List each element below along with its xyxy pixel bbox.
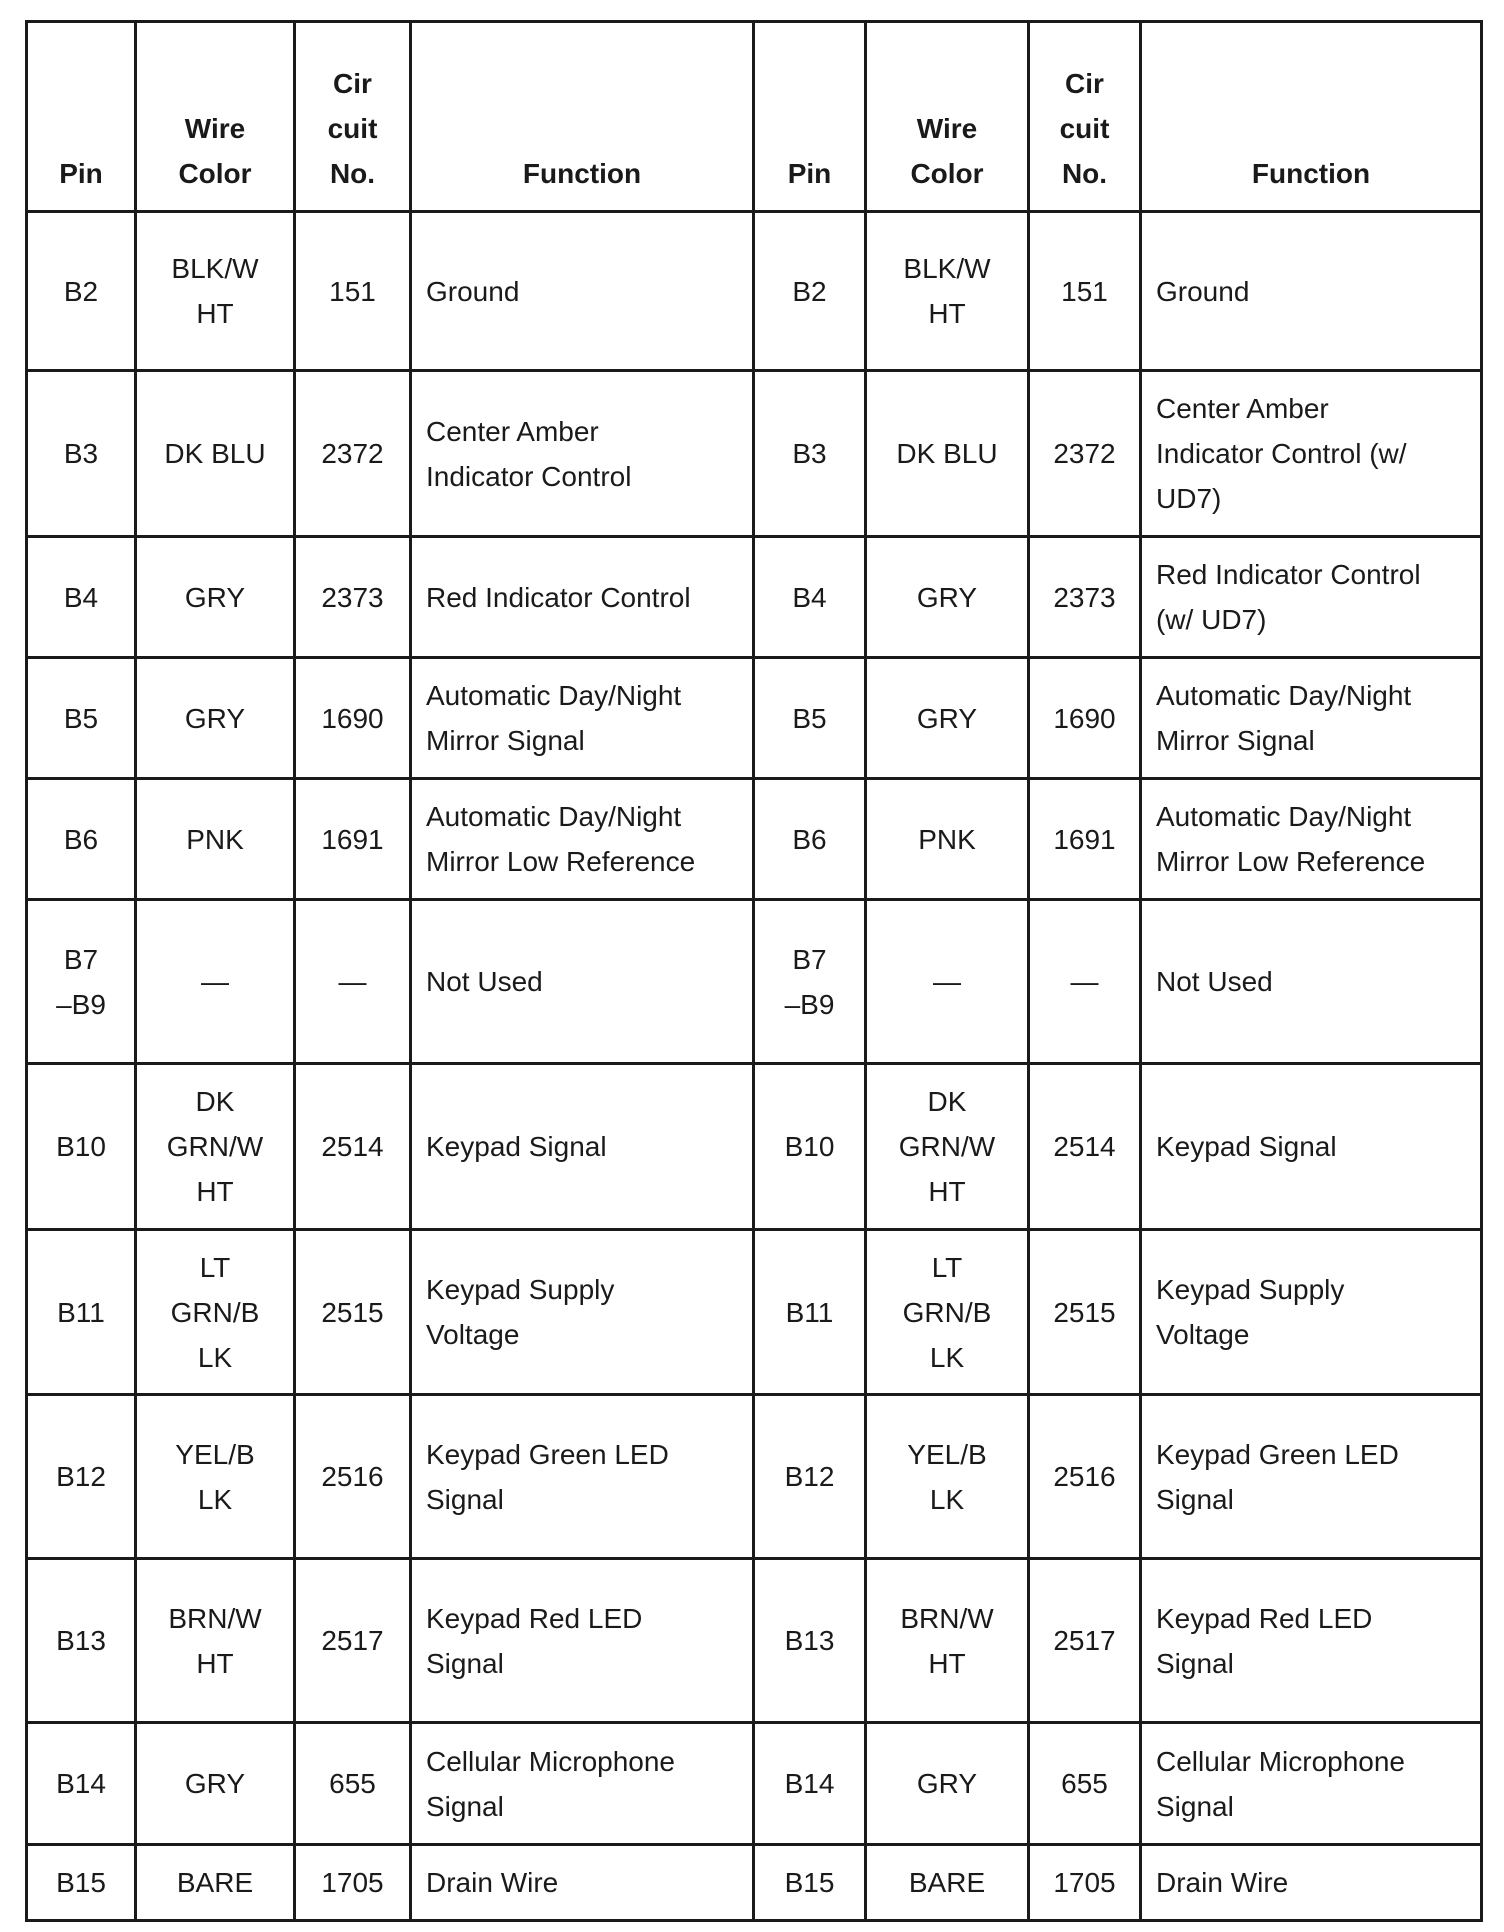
pinout-table [25, 20, 1483, 1922]
pin-line: B14 [56, 1768, 106, 1799]
pin-line: B7 [63, 943, 99, 975]
function-line: Keypad Green LED [1156, 1438, 1399, 1470]
pin-cell [754, 1845, 866, 1921]
circuit-line: — [338, 966, 367, 997]
function-line: Keypad Red LED [1156, 1602, 1373, 1634]
color-line: PNK [186, 823, 244, 855]
wire-color-cell [866, 900, 1029, 1064]
pin-line: B13 [56, 1625, 106, 1656]
wire-color-cell [136, 1559, 295, 1723]
header-row [27, 22, 1482, 212]
function-line: Keypad Green LED [426, 1438, 669, 1470]
pin-cell [27, 1230, 136, 1395]
function-line: Not Used [1156, 966, 1273, 997]
table-row [27, 1723, 1482, 1845]
circuit-cell [295, 1559, 411, 1723]
wire-color-cell [136, 1723, 295, 1845]
circuit-cell [295, 371, 411, 537]
function-line: Automatic Day/Night [426, 680, 682, 711]
pin-cell [27, 900, 136, 1064]
color-line: LK [197, 1483, 233, 1515]
circuit-line: 1690 [321, 702, 384, 734]
color-line: LK [197, 1341, 233, 1373]
function-line: Mirror Low Reference [426, 846, 696, 877]
color-line: YEL/B [175, 1438, 255, 1470]
function-line: Keypad Signal [426, 1131, 607, 1162]
wire-color-cell [866, 371, 1029, 537]
function-cell [1141, 1723, 1482, 1845]
function-line: Automatic Day/Night [426, 801, 682, 832]
circuit-line: 2514 [1053, 1131, 1116, 1162]
color-line: BARE [908, 1867, 986, 1898]
wire-color-cell [866, 1064, 1029, 1230]
circuit-cell [295, 1064, 411, 1230]
circuit-cell [1029, 1395, 1141, 1559]
function-line: Signal [1156, 1483, 1234, 1515]
circuit-cell [1029, 1723, 1141, 1845]
function-cell [1141, 1395, 1482, 1559]
function-cell [411, 1064, 754, 1230]
function-line: Red Indicator Control [1156, 559, 1421, 590]
function-cell [411, 779, 754, 900]
pin-cell [754, 1064, 866, 1230]
circuit-cell [1029, 900, 1141, 1064]
wire-color-cell [866, 779, 1029, 900]
wire-color-cell [136, 371, 295, 537]
color-line: BRN/W [900, 1602, 994, 1634]
pin-cell [27, 212, 136, 371]
function-cell [1141, 1064, 1482, 1230]
color-line: GRN/W [898, 1131, 996, 1162]
color-line: DK BLU [164, 438, 266, 469]
pin-rows [27, 212, 1482, 1921]
function-cell [411, 1559, 754, 1723]
circuit-cell [1029, 1230, 1141, 1395]
function-line: Center Amber [1156, 393, 1329, 424]
circuit-cell [295, 779, 411, 900]
function-line: Red Indicator Control [426, 581, 691, 613]
function-line: Voltage [426, 1319, 520, 1350]
function-cell [1141, 779, 1482, 900]
circuit-line: 2515 [321, 1296, 384, 1328]
color-line: LT [931, 1251, 963, 1283]
circuit-cell [1029, 1064, 1141, 1230]
pin-cell [754, 537, 866, 658]
table-row [27, 900, 1482, 1064]
circuit-cell [295, 537, 411, 658]
color-line: BLK/W [903, 253, 991, 284]
function-cell [1141, 1845, 1482, 1921]
pin-cell [27, 1845, 136, 1921]
function-line: Keypad Red LED [426, 1602, 643, 1634]
table-row [27, 1230, 1482, 1395]
pin-cell [754, 1559, 866, 1723]
function-cell [1141, 658, 1482, 779]
function-cell [1141, 212, 1482, 371]
circuit-line: 2515 [1053, 1296, 1116, 1328]
function-line: Signal [426, 1790, 504, 1822]
wire-color-cell [866, 1395, 1029, 1559]
circuit-line: 2373 [321, 581, 384, 613]
function-line: Cellular Microphone [426, 1745, 676, 1777]
color-line: BLK/W [171, 253, 259, 284]
circuit-line: 2516 [321, 1461, 384, 1492]
function-cell [1141, 371, 1482, 537]
wire-color-cell [136, 212, 295, 371]
header-wire-color: Wire Color [136, 22, 295, 212]
color-line: BRN/W [168, 1602, 262, 1634]
function-cell [411, 537, 754, 658]
circuit-line: 1705 [1053, 1867, 1116, 1898]
circuit-cell [295, 1845, 411, 1921]
circuit-cell [1029, 371, 1141, 537]
pin-cell [27, 658, 136, 779]
circuit-cell [295, 212, 411, 371]
wire-color-cell [136, 1064, 295, 1230]
header-circuit-no: Cir cuit No. [1029, 22, 1141, 212]
pin-line: B6 [792, 823, 827, 855]
table-row [27, 1559, 1482, 1723]
pin-cell [27, 779, 136, 900]
pin-cell [27, 1559, 136, 1723]
pin-line: B15 [56, 1867, 106, 1898]
function-line: Signal [1156, 1790, 1234, 1822]
pin-line: B3 [792, 438, 827, 469]
wire-color-cell [866, 1559, 1029, 1723]
function-line: Signal [1156, 1647, 1234, 1679]
color-line: GRN/W [166, 1131, 264, 1162]
circuit-line: 1690 [1053, 702, 1116, 734]
function-line: Automatic Day/Night [1156, 801, 1412, 832]
pin-line: B13 [784, 1625, 835, 1656]
wire-color-cell [866, 1845, 1029, 1921]
pin-cell [754, 1723, 866, 1845]
color-line: HT [928, 298, 966, 329]
color-line: HT [196, 298, 234, 329]
function-line: Center Amber [426, 415, 599, 447]
function-line: Mirror Low Reference [1156, 846, 1426, 877]
function-line: Mirror Signal [426, 725, 585, 756]
function-cell [1141, 900, 1482, 1064]
pin-line: B11 [785, 1296, 834, 1328]
function-cell [411, 1845, 754, 1921]
function-line: Voltage [1156, 1319, 1250, 1350]
pin-cell [27, 371, 136, 537]
color-line: YEL/B [907, 1438, 987, 1470]
pin-line: B3 [63, 438, 99, 469]
wire-color-cell [866, 658, 1029, 779]
circuit-line: 2372 [321, 438, 384, 469]
color-line: GRN/B [170, 1296, 260, 1328]
function-line: Indicator Control (w/ [1156, 438, 1407, 469]
circuit-cell [295, 658, 411, 779]
circuit-cell [295, 900, 411, 1064]
function-line: Keypad Supply [426, 1274, 615, 1305]
function-line: Ground [426, 275, 520, 307]
color-line: LK [929, 1483, 965, 1515]
header-function: Function [411, 22, 754, 212]
color-line: LT [199, 1251, 231, 1283]
circuit-cell [1029, 658, 1141, 779]
pin-cell [754, 371, 866, 537]
color-line: DK BLU [896, 438, 998, 469]
pin-line: B4 [63, 581, 99, 613]
color-line: BARE [176, 1867, 254, 1898]
function-cell [1141, 1559, 1482, 1723]
header-pin: Pin [754, 22, 866, 212]
circuit-cell [1029, 1845, 1141, 1921]
circuit-line: 2514 [321, 1131, 384, 1162]
header-pin: Pin [27, 22, 136, 212]
circuit-line: 655 [1061, 1768, 1108, 1799]
header-function: Function [1141, 22, 1482, 212]
function-cell [411, 1395, 754, 1559]
function-line: UD7) [1156, 483, 1222, 514]
color-line: GRY [916, 1768, 978, 1799]
color-line: DK [195, 1086, 235, 1117]
color-line: LK [929, 1341, 965, 1373]
function-line: Not Used [426, 966, 543, 997]
pin-line: B4 [792, 581, 827, 613]
wire-color-cell [866, 1230, 1029, 1395]
function-line: Cellular Microphone [1156, 1745, 1406, 1777]
function-cell [411, 1723, 754, 1845]
pin-line: –B9 [784, 988, 835, 1020]
table-row [27, 658, 1482, 779]
circuit-cell [1029, 1559, 1141, 1723]
function-line: Signal [426, 1483, 504, 1515]
circuit-cell [1029, 537, 1141, 658]
pin-line: B2 [63, 275, 99, 307]
pin-cell [27, 537, 136, 658]
circuit-cell [295, 1395, 411, 1559]
wire-color-cell [136, 1845, 295, 1921]
pin-cell [754, 212, 866, 371]
wire-color-cell [136, 658, 295, 779]
pin-line: B15 [784, 1867, 835, 1898]
pin-line: B10 [784, 1131, 835, 1162]
color-line: GRN/B [902, 1296, 992, 1328]
color-line: HT [196, 1176, 234, 1207]
pin-cell [27, 1064, 136, 1230]
pin-line: B10 [56, 1131, 106, 1162]
circuit-line: 151 [329, 275, 376, 307]
function-cell [411, 371, 754, 537]
circuit-line: 2372 [1053, 438, 1116, 469]
pin-line: B12 [784, 1461, 835, 1492]
function-cell [411, 212, 754, 371]
pin-line: B14 [784, 1768, 835, 1799]
pin-line: B12 [56, 1461, 106, 1492]
pin-cell [754, 1230, 866, 1395]
pin-cell [754, 900, 866, 1064]
function-cell [411, 900, 754, 1064]
table-row [27, 371, 1482, 537]
function-line: Drain Wire [426, 1867, 559, 1898]
circuit-cell [1029, 779, 1141, 900]
circuit-line: 151 [1061, 275, 1108, 307]
wire-color-cell [136, 779, 295, 900]
wire-color-cell [866, 537, 1029, 658]
pin-line: B5 [792, 702, 827, 734]
function-line: Automatic Day/Night [1156, 680, 1412, 711]
pin-line: B6 [63, 823, 99, 855]
header-wire-color: Wire Color [866, 22, 1029, 212]
color-line: — [201, 966, 229, 997]
wire-color-cell [866, 1723, 1029, 1845]
color-line: DK [927, 1086, 967, 1117]
wire-color-cell [136, 1395, 295, 1559]
circuit-line: 2373 [1053, 581, 1116, 613]
color-line: GRY [184, 581, 246, 613]
wire-color-cell [136, 1230, 295, 1395]
circuit-cell [295, 1230, 411, 1395]
function-line: Keypad Supply [1156, 1274, 1345, 1305]
circuit-line: 2517 [1053, 1625, 1116, 1656]
pin-cell [27, 1395, 136, 1559]
circuit-cell [295, 1723, 411, 1845]
circuit-line: 1691 [1053, 823, 1116, 855]
wire-color-cell [866, 212, 1029, 371]
function-cell [1141, 537, 1482, 658]
function-cell [1141, 1230, 1482, 1395]
wire-color-cell [136, 537, 295, 658]
circuit-line: 2517 [321, 1625, 384, 1656]
table-row [27, 1845, 1482, 1921]
wire-color-cell [136, 900, 295, 1064]
function-line: Ground [1156, 275, 1250, 307]
color-line: HT [928, 1647, 966, 1679]
pin-cell [27, 1723, 136, 1845]
function-line: Signal [426, 1647, 504, 1679]
color-line: GRY [184, 702, 246, 734]
color-line: PNK [918, 823, 976, 855]
pin-line: B11 [57, 1296, 105, 1328]
table-row [27, 212, 1482, 371]
circuit-line: 1691 [321, 823, 384, 855]
function-line: Drain Wire [1156, 1867, 1289, 1898]
pin-line: –B9 [56, 988, 106, 1020]
circuit-line: — [1070, 966, 1099, 997]
pin-cell [754, 779, 866, 900]
pin-line: B7 [792, 943, 827, 975]
header-circuit-no: Cir cuit No. [295, 22, 411, 212]
table-row [27, 537, 1482, 658]
function-cell [411, 1230, 754, 1395]
pin-cell [754, 658, 866, 779]
table-row [27, 779, 1482, 900]
circuit-cell [1029, 212, 1141, 371]
color-line: — [933, 966, 961, 997]
pin-line: B2 [792, 275, 827, 307]
circuit-line: 655 [329, 1768, 376, 1799]
function-line: (w/ UD7) [1156, 604, 1267, 635]
color-line: GRY [916, 702, 978, 734]
color-line: HT [928, 1176, 966, 1207]
pin-cell [754, 1395, 866, 1559]
color-line: GRY [184, 1768, 246, 1799]
color-line: GRY [916, 581, 978, 613]
pin-line: B5 [63, 702, 99, 734]
circuit-line: 2516 [1053, 1461, 1116, 1492]
circuit-line: 1705 [321, 1867, 384, 1898]
function-cell [411, 658, 754, 779]
table-row [27, 1064, 1482, 1230]
function-line: Indicator Control [426, 460, 632, 492]
color-line: HT [196, 1647, 234, 1679]
function-line: Keypad Signal [1156, 1131, 1337, 1162]
table-row [27, 1395, 1482, 1559]
function-line: Mirror Signal [1156, 725, 1315, 756]
